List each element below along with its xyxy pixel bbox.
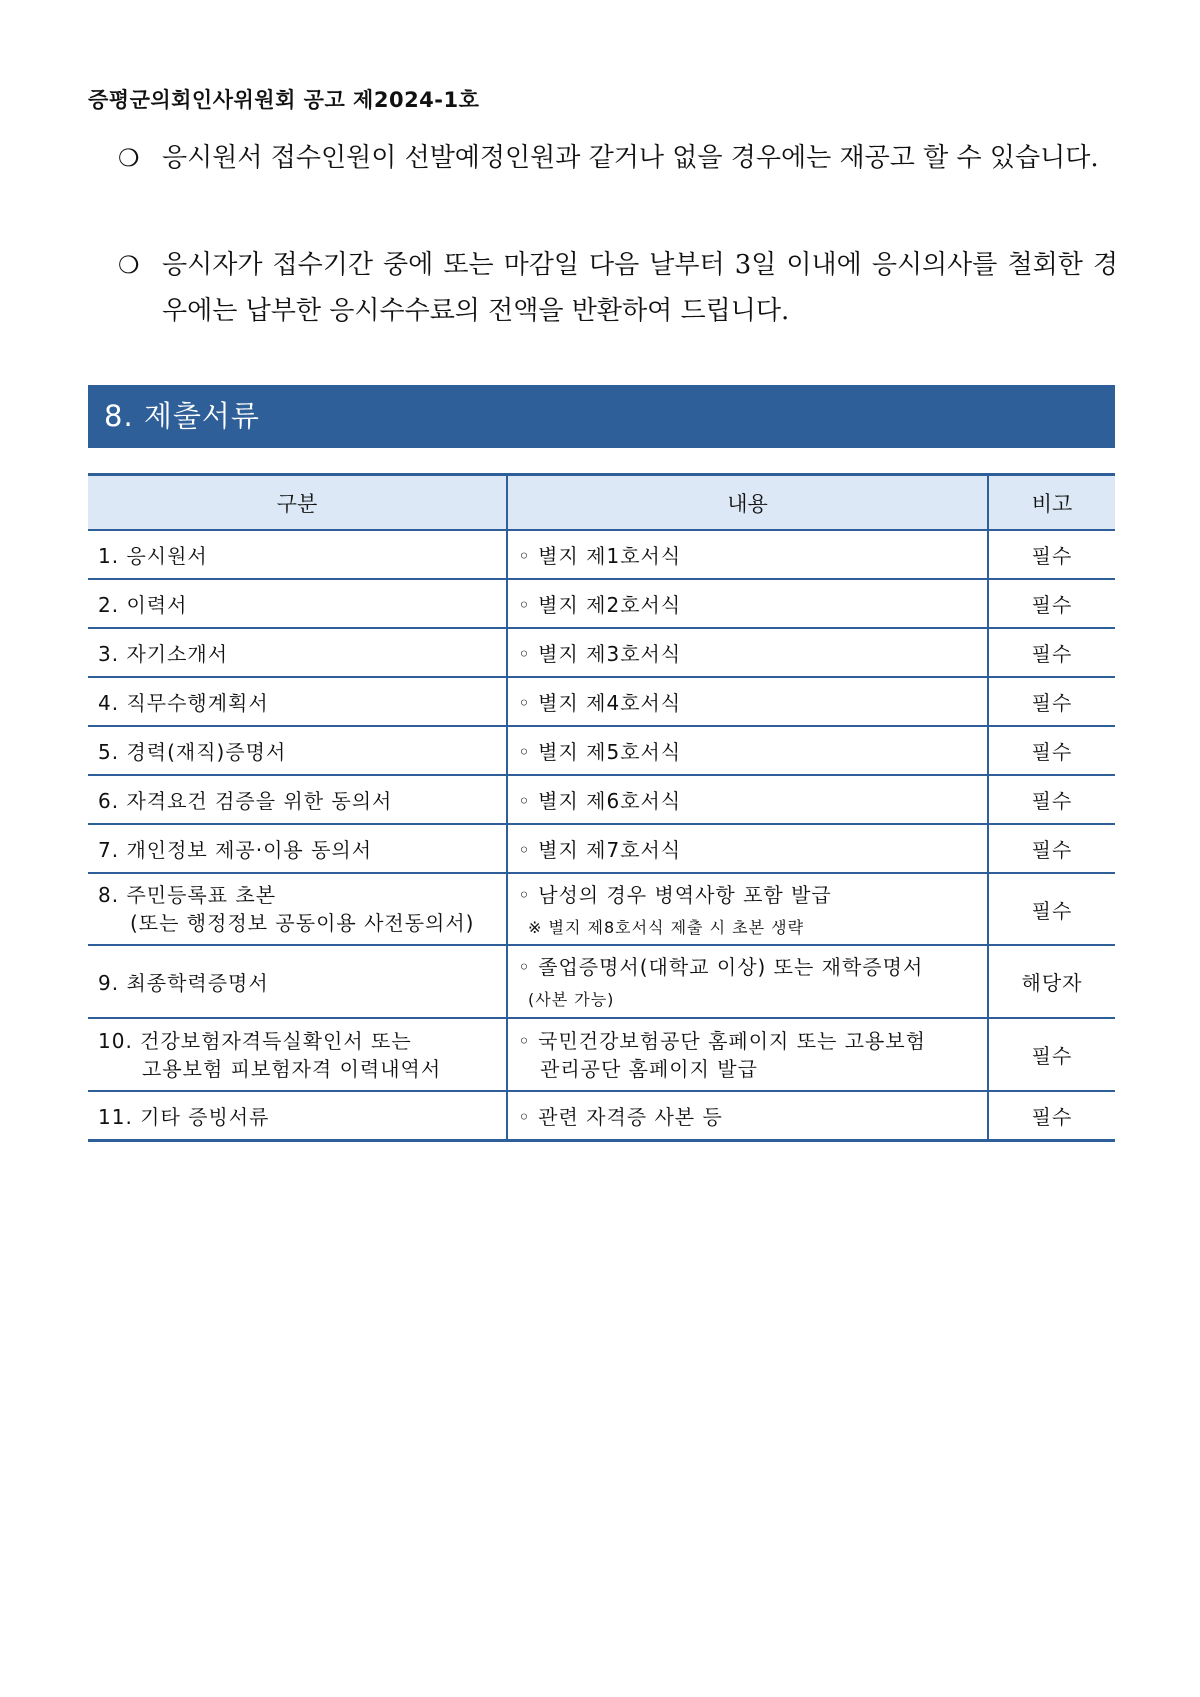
row-note: 필수 — [988, 824, 1115, 873]
row-content-sub: 관리공단 홈페이지 발급 — [540, 1056, 758, 1081]
row-note: 필수 — [988, 677, 1115, 726]
circle-bullet-icon: ❍ — [118, 144, 140, 172]
table-row — [88, 945, 1115, 1018]
row-content-sub: (사본 가능) — [528, 990, 615, 1009]
row-item — [88, 873, 507, 945]
row-content-sub: ※ 별지 제8호서식 제출 시 초본 생략 — [528, 917, 805, 937]
row-note: 필수 — [988, 873, 1115, 945]
row-item: 3. 자기소개서 — [88, 628, 507, 677]
row-item: 6. 자격요건 검증을 위한 동의서 — [88, 775, 507, 824]
row-item: 5. 경력(재직)증명서 — [88, 726, 507, 775]
row-item-sub: 고용보험 피보험자격 이력내역서 — [142, 1056, 442, 1081]
row-content — [507, 945, 988, 1018]
table-row — [88, 677, 1115, 726]
row-content — [507, 1018, 988, 1091]
row-item: 7. 개인정보 제공·이용 동의서 — [88, 824, 507, 873]
documents-table — [88, 473, 1115, 1142]
row-item: 4. 직무수행계획서 — [88, 677, 507, 726]
row-note: 필수 — [988, 1018, 1115, 1091]
table-row — [88, 775, 1115, 824]
table-row — [88, 726, 1115, 775]
row-content-main: ◦ 졸업증명서(대학교 이상) 또는 재학증명서 — [518, 955, 924, 979]
row-content: ◦ 별지 제5호서식 — [507, 726, 988, 775]
notice-text: 응시자가 접수기간 중에 또는 마감일 다음 날부터 3일 이내에 응시의사를 철회한 경우에는 납부한 응시수수료의 전액을 반환하여 드립니다. — [162, 250, 1118, 326]
row-item-main: 10. 건강보험자격득실확인서 또는 — [98, 1028, 412, 1053]
table-row — [88, 824, 1115, 873]
column-header-content: 내용 — [507, 475, 988, 531]
row-content: ◦ 별지 제1호서식 — [507, 530, 988, 579]
row-content — [507, 873, 988, 945]
row-note: 필수 — [988, 579, 1115, 628]
row-item: 1. 응시원서 — [88, 530, 507, 579]
row-content-main: ◦ 남성의 경우 병역사항 포함 발급 — [518, 882, 832, 907]
row-note: 해당자 — [988, 945, 1115, 1018]
row-content: ◦ 관련 자격증 사본 등 — [507, 1091, 988, 1140]
table-row — [88, 579, 1115, 628]
row-content-main: ◦ 국민건강보험공단 홈페이지 또는 고용보험 — [518, 1028, 926, 1053]
notice-number: 증평군의회인사위원회 공고 제2024-1호 — [88, 88, 480, 112]
row-content: ◦ 별지 제6호서식 — [507, 775, 988, 824]
row-item — [88, 1018, 507, 1091]
circle-bullet-icon: ❍ — [118, 251, 140, 279]
column-header-category: 구분 — [88, 475, 507, 531]
row-item: 9. 최종학력증명서 — [88, 945, 507, 1018]
row-note: 필수 — [988, 530, 1115, 579]
notice-text: 응시원서 접수인원이 선발예정인원과 같거나 없을 경우에는 재공고 할 수 있습니다. — [162, 143, 1099, 173]
row-note: 필수 — [988, 726, 1115, 775]
table-header-row — [88, 475, 1115, 531]
table-row — [88, 1018, 1115, 1091]
table-row — [88, 873, 1115, 945]
section-title: 8. 제출서류 — [88, 385, 1115, 448]
row-item-sub: (또는 행정정보 공동이용 사전동의서) — [130, 911, 475, 935]
row-content: ◦ 별지 제2호서식 — [507, 579, 988, 628]
table-row — [88, 1091, 1115, 1140]
column-header-note: 비고 — [988, 475, 1115, 531]
row-note: 필수 — [988, 1091, 1115, 1140]
notice-paragraph — [118, 135, 1118, 181]
row-item: 2. 이력서 — [88, 579, 507, 628]
row-content: ◦ 별지 제4호서식 — [507, 677, 988, 726]
table-row — [88, 628, 1115, 677]
row-note: 필수 — [988, 775, 1115, 824]
notice-paragraph — [118, 242, 1118, 334]
table-row — [88, 530, 1115, 579]
row-item-main: 8. 주민등록표 초본 — [98, 883, 277, 907]
row-content: ◦ 별지 제3호서식 — [507, 628, 988, 677]
row-content: ◦ 별지 제7호서식 — [507, 824, 988, 873]
row-item: 11. 기타 증빙서류 — [88, 1091, 507, 1140]
row-note: 필수 — [988, 628, 1115, 677]
